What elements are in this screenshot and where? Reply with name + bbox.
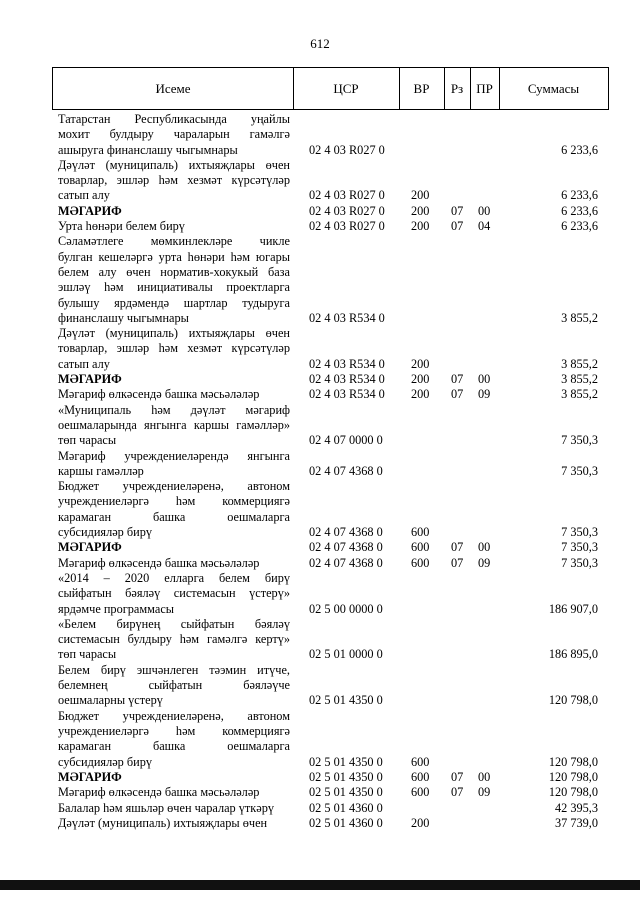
row-name-line: Бюджет учреждениеләренә, автоном bbox=[58, 479, 290, 494]
row-vr: 200 bbox=[411, 188, 430, 203]
table-row bbox=[0, 479, 640, 540]
row-name-line: субсидияләр бирү bbox=[58, 754, 153, 769]
row-pr: 00 bbox=[478, 203, 491, 218]
table-row bbox=[0, 770, 640, 785]
row-vr: 600 bbox=[411, 540, 430, 555]
row-csr: 02 4 07 4368 0 bbox=[309, 555, 383, 570]
row-sum: 6 233,6 bbox=[561, 142, 598, 157]
row-vr: 200 bbox=[411, 387, 430, 402]
column-header-rz: Рз bbox=[444, 68, 471, 109]
row-csr: 02 4 03 R027 0 bbox=[309, 219, 385, 234]
row-name-line: Мәгариф учреждениеләрендә янгынга bbox=[58, 448, 290, 463]
row-csr: 02 4 03 R027 0 bbox=[309, 203, 385, 218]
row-name-line: ашыруга финанслашу чыгымнары bbox=[58, 142, 238, 157]
row-name-line: Бюджет учреждениеләренә, автоном bbox=[58, 708, 290, 723]
row-name bbox=[58, 816, 290, 831]
row-name-line: сатып алу bbox=[58, 188, 110, 203]
row-sum: 3 855,2 bbox=[561, 310, 598, 325]
table-row bbox=[0, 158, 640, 204]
row-csr: 02 4 03 R534 0 bbox=[309, 310, 385, 325]
row-pr: 00 bbox=[478, 540, 491, 555]
row-pr: 00 bbox=[478, 769, 491, 784]
table-row bbox=[0, 234, 640, 326]
row-vr: 200 bbox=[411, 203, 430, 218]
row-name-line: эшләү һәм инициативалы проектларга bbox=[58, 280, 290, 295]
row-vr: 600 bbox=[411, 769, 430, 784]
row-name-line: каршы гамәлләр bbox=[58, 463, 144, 478]
table-row bbox=[0, 709, 640, 770]
row-name bbox=[58, 219, 290, 234]
row-name-line: карамаган башка оешмаларга bbox=[58, 509, 290, 524]
row-csr: 02 5 01 4350 0 bbox=[309, 769, 383, 784]
row-name-line: оешмаларны үстерү bbox=[58, 693, 163, 708]
row-csr: 02 5 00 0000 0 bbox=[309, 601, 383, 616]
row-name bbox=[58, 801, 290, 816]
row-sum: 186 907,0 bbox=[548, 601, 598, 616]
row-name-line: «Муниципаль һәм дәүләт мәгариф bbox=[58, 402, 290, 417]
row-vr: 200 bbox=[411, 815, 430, 830]
column-header-pr: ПР bbox=[470, 68, 500, 109]
row-name bbox=[58, 326, 290, 372]
row-csr: 02 5 01 4360 0 bbox=[309, 815, 383, 830]
row-name-line: субсидияләр бирү bbox=[58, 525, 153, 540]
row-pr: 00 bbox=[478, 372, 491, 387]
row-rz: 07 bbox=[451, 219, 464, 234]
row-vr: 600 bbox=[411, 754, 430, 769]
table-row bbox=[0, 403, 640, 449]
row-name bbox=[58, 403, 290, 449]
row-sum: 42 395,3 bbox=[554, 800, 598, 815]
row-csr: 02 4 03 R027 0 bbox=[309, 188, 385, 203]
row-csr: 02 5 01 4350 0 bbox=[309, 785, 383, 800]
row-name-line: финанслашу чыгымнары bbox=[58, 310, 189, 325]
row-rz: 07 bbox=[451, 785, 464, 800]
row-csr: 02 4 07 4368 0 bbox=[309, 540, 383, 555]
row-name bbox=[58, 449, 290, 480]
row-csr: 02 4 03 R534 0 bbox=[309, 387, 385, 402]
row-name-line: ярдәмче программасы bbox=[58, 601, 175, 616]
row-name bbox=[58, 372, 290, 387]
row-name bbox=[58, 234, 290, 326]
row-name-line: булган кешеләргә урта һөнәри һәм югары bbox=[58, 249, 290, 264]
row-csr: 02 4 03 R534 0 bbox=[309, 372, 385, 387]
row-sum: 7 350,3 bbox=[561, 555, 598, 570]
table-row bbox=[0, 326, 640, 372]
row-csr: 02 4 07 0000 0 bbox=[309, 433, 383, 448]
row-name-line: Дәүләт (муниципаль) ихтыяҗлары өчен bbox=[58, 157, 290, 172]
table-row bbox=[0, 387, 640, 402]
scan-bottom-edge bbox=[0, 880, 640, 890]
row-vr: 600 bbox=[411, 555, 430, 570]
column-header-csr: ЦСР bbox=[293, 68, 400, 109]
column-header-name: Исеме bbox=[53, 68, 294, 109]
table-row bbox=[0, 219, 640, 234]
row-rz: 07 bbox=[451, 769, 464, 784]
column-header-sum: Суммасы bbox=[527, 81, 580, 96]
column-header-vr: ВР bbox=[399, 68, 445, 109]
row-name-line: товарлар, эшләр һәм хезмәт күрсәтүләр bbox=[58, 341, 290, 356]
row-csr: 02 4 07 4368 0 bbox=[309, 525, 383, 540]
row-name bbox=[58, 617, 290, 663]
row-csr: 02 5 01 0000 0 bbox=[309, 647, 383, 662]
row-csr: 02 4 07 4368 0 bbox=[309, 463, 383, 478]
row-name bbox=[58, 571, 290, 617]
row-name-line: системасын булдыру һәм гамәлгә кертү» bbox=[58, 632, 290, 647]
row-name-line: МӘГАРИФ bbox=[58, 372, 122, 387]
row-name-line: Дәүләт (муниципаль) ихтыяҗлары өчен bbox=[58, 326, 290, 341]
row-name-line: белем алу өчен норматив-хокукый база bbox=[58, 264, 290, 279]
row-csr: 02 5 01 4360 0 bbox=[309, 800, 383, 815]
row-name-line: Балалар һәм яшьләр өчен чаралар үткәрү bbox=[58, 800, 275, 815]
row-rz: 07 bbox=[451, 540, 464, 555]
row-name bbox=[58, 770, 290, 785]
row-name bbox=[58, 112, 290, 158]
table-row bbox=[0, 785, 640, 800]
row-name-line: мохит булдыру чараларын гамәлгә bbox=[58, 127, 290, 142]
row-rz: 07 bbox=[451, 372, 464, 387]
row-sum: 186 895,0 bbox=[548, 647, 598, 662]
table-row bbox=[0, 571, 640, 617]
row-name bbox=[58, 540, 290, 555]
row-vr: 600 bbox=[411, 785, 430, 800]
row-rz: 07 bbox=[451, 555, 464, 570]
row-name bbox=[58, 204, 290, 219]
row-pr: 09 bbox=[478, 387, 491, 402]
row-name-line: сатып алу bbox=[58, 356, 110, 371]
row-name bbox=[58, 556, 290, 571]
row-name-line: оешмаларында янгынга каршы гамәлләр» bbox=[58, 417, 290, 432]
row-sum: 7 350,3 bbox=[561, 433, 598, 448]
table-row bbox=[0, 801, 640, 816]
row-sum: 3 855,2 bbox=[561, 356, 598, 371]
row-sum: 120 798,0 bbox=[548, 693, 598, 708]
row-sum: 120 798,0 bbox=[548, 785, 598, 800]
table-row bbox=[0, 204, 640, 219]
table-row bbox=[0, 663, 640, 709]
table-row bbox=[0, 816, 640, 831]
row-name-line: МӘГАРИФ bbox=[58, 203, 122, 218]
row-name bbox=[58, 785, 290, 800]
row-name-line: МӘГАРИФ bbox=[58, 769, 122, 784]
row-name-line: белемнең сыйфатын бәяләүче bbox=[58, 678, 290, 693]
row-sum: 7 350,3 bbox=[561, 540, 598, 555]
row-name-line: Татарстан Республикасында уңайлы bbox=[58, 112, 290, 126]
row-sum: 6 233,6 bbox=[561, 219, 598, 234]
row-name-line: «2014 – 2020 елларга белем бирү bbox=[58, 571, 290, 585]
row-name-line: товарлар, эшләр һәм хезмәт күрсәтүләр bbox=[58, 173, 290, 188]
row-csr: 02 4 03 R534 0 bbox=[309, 356, 385, 371]
row-name-line: МӘГАРИФ bbox=[58, 540, 122, 555]
row-name-line: төп чарасы bbox=[58, 647, 117, 662]
table-row bbox=[0, 540, 640, 555]
row-vr: 200 bbox=[411, 372, 430, 387]
row-pr: 09 bbox=[478, 785, 491, 800]
row-pr: 04 bbox=[478, 219, 491, 234]
row-sum: 7 350,3 bbox=[561, 463, 598, 478]
row-name-line: сыйфатын бәяләү системасын үстерү» bbox=[58, 586, 290, 601]
row-rz: 07 bbox=[451, 203, 464, 218]
row-vr: 200 bbox=[411, 219, 430, 234]
row-sum: 3 855,2 bbox=[561, 372, 598, 387]
row-name-line: карамаган башка оешмаларга bbox=[58, 739, 290, 754]
row-sum: 120 798,0 bbox=[548, 754, 598, 769]
row-csr: 02 5 01 4350 0 bbox=[309, 754, 383, 769]
row-name-line: учреждениеләргә һәм коммерциягә bbox=[58, 494, 290, 509]
row-name bbox=[58, 479, 290, 540]
row-name-line: Мәгариф өлкәсендә башка мәсьәләләр bbox=[58, 387, 260, 402]
table-row bbox=[0, 112, 640, 158]
row-sum: 7 350,3 bbox=[561, 525, 598, 540]
row-sum: 3 855,2 bbox=[561, 387, 598, 402]
row-name-line: Дәүләт (муниципаль) ихтыяҗлары өчен bbox=[58, 815, 268, 830]
table-row bbox=[0, 449, 640, 480]
row-name-line: Мәгариф өлкәсендә башка мәсьәләләр bbox=[58, 555, 260, 570]
row-name-line: булышу ярдәмендә шартлар тудыруга bbox=[58, 295, 290, 310]
row-name bbox=[58, 709, 290, 770]
row-name bbox=[58, 158, 290, 204]
row-name-line: Сәламәтлеге мөмкинлекләре чикле bbox=[58, 234, 290, 249]
row-sum: 6 233,6 bbox=[561, 203, 598, 218]
row-name-line: төп чарасы bbox=[58, 433, 117, 448]
row-name-line: учреждениеләргә һәм коммерциягә bbox=[58, 723, 290, 738]
row-csr: 02 4 03 R027 0 bbox=[309, 142, 385, 157]
row-name-line: Урта һөнәри белем бирү bbox=[58, 219, 185, 234]
row-name bbox=[58, 663, 290, 709]
row-pr: 09 bbox=[478, 555, 491, 570]
table-header bbox=[52, 67, 609, 110]
row-rz: 07 bbox=[451, 387, 464, 402]
table-row bbox=[0, 556, 640, 571]
row-name-line: Мәгариф өлкәсендә башка мәсьәләләр bbox=[58, 785, 260, 800]
row-name-line: Белем бирү эшчәнлеген тәэмин итүче, bbox=[58, 662, 290, 677]
row-sum: 37 739,0 bbox=[554, 815, 598, 830]
row-csr: 02 5 01 4350 0 bbox=[309, 693, 383, 708]
table-row bbox=[0, 372, 640, 387]
row-vr: 200 bbox=[411, 356, 430, 371]
row-name-line: «Белем бирүнең сыйфатын бәяләү bbox=[58, 616, 290, 631]
page-number: 612 bbox=[310, 36, 330, 51]
table-row bbox=[0, 617, 640, 663]
row-vr: 600 bbox=[411, 525, 430, 540]
row-name bbox=[58, 387, 290, 402]
row-sum: 6 233,6 bbox=[561, 188, 598, 203]
row-sum: 120 798,0 bbox=[548, 769, 598, 784]
